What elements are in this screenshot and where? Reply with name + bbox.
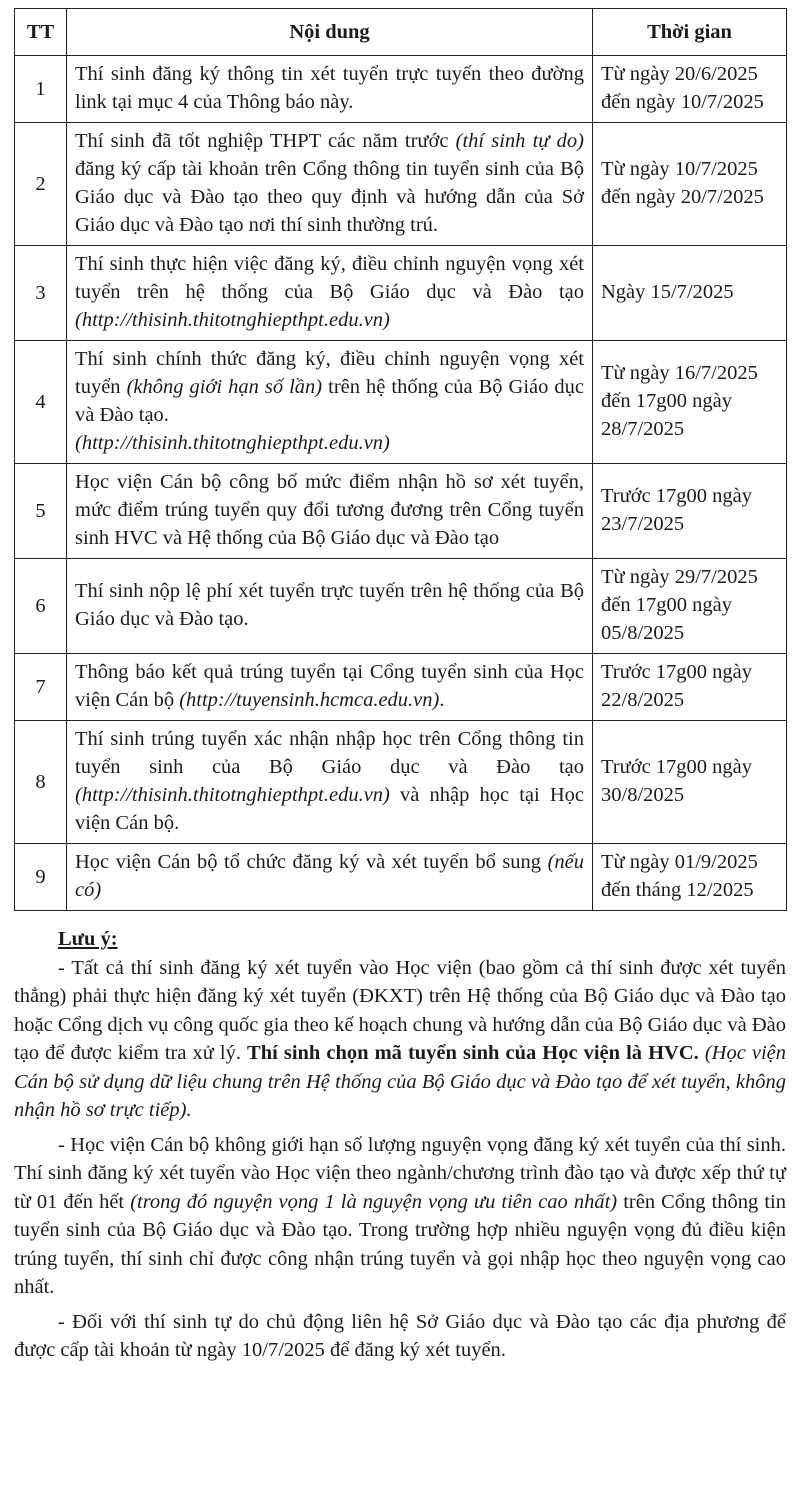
content-italic-segment: (http://thisinh.thitotnghiepthpt.edu.vn) bbox=[75, 784, 390, 806]
row-time bbox=[593, 123, 787, 246]
note-segment-normal: - Đối với thí sinh tự do chủ động liên hệ Sở Giáo dục và Đào tạo các địa phương để được cấp tài khoản từ ngày 10/7/2025 để đăng ký xét tuyển. bbox=[14, 1310, 786, 1361]
notes-paragraphs bbox=[14, 954, 786, 1365]
header-time: Thời gian bbox=[593, 9, 787, 56]
header-content: Nội dung bbox=[67, 9, 593, 56]
row-number: 4 bbox=[15, 341, 67, 464]
table-row bbox=[15, 123, 787, 246]
content-italic-segment: (nếu có) bbox=[75, 851, 584, 901]
time-line: Từ ngày 01/9/2025 bbox=[601, 851, 758, 873]
row-content bbox=[67, 559, 593, 654]
content-segment: Thí sinh thực hiện việc đăng ký, điều chỉnh nguyện vọng xét tuyển trên hệ thống của Bộ Giáo dục và Đào tạo bbox=[75, 253, 584, 303]
content-segment: Thông báo kết quả trúng tuyển tại Cổng tuyển sinh của Học viện Cán bộ bbox=[75, 661, 584, 711]
content-segment: Thí sinh đăng ký thông tin xét tuyển trực tuyến theo đường link tại mục 4 của Thông báo này. bbox=[75, 63, 584, 113]
row-content bbox=[67, 464, 593, 559]
content-segment: Thí sinh chính thức đăng ký, điều chỉnh nguyện vọng xét tuyển bbox=[75, 348, 584, 398]
row-content bbox=[67, 341, 593, 464]
table-row bbox=[15, 721, 787, 844]
time-line: Trước 17g00 ngày bbox=[601, 756, 753, 778]
note-paragraph bbox=[14, 1308, 786, 1365]
document-page bbox=[14, 8, 786, 1371]
time-line: Trước 17g00 ngày bbox=[601, 661, 753, 683]
time-line: đến 17g00 ngày bbox=[601, 390, 732, 412]
table-row bbox=[15, 559, 787, 654]
content-italic-segment: (thí sinh tự do) bbox=[455, 130, 584, 152]
content-segment: Thí sinh đã tốt nghiệp THPT các năm trước bbox=[75, 130, 456, 152]
row-number: 1 bbox=[15, 56, 67, 123]
time-line: Trước 17g00 ngày bbox=[601, 485, 753, 507]
row-time bbox=[593, 559, 787, 654]
row-content bbox=[67, 56, 593, 123]
time-line: đến ngày 10/7/2025 bbox=[601, 91, 764, 113]
admission-schedule-table bbox=[14, 8, 787, 911]
notes-section bbox=[14, 925, 786, 1365]
row-number: 5 bbox=[15, 464, 67, 559]
time-line: đến ngày 20/7/2025 bbox=[601, 186, 764, 208]
content-italic-segment: (http://thisinh.thitotnghiepthpt.edu.vn) bbox=[75, 309, 390, 331]
note-segment-italic: (trong đó nguyện vọng 1 là nguyện vọng ưu tiên cao nhất) bbox=[130, 1190, 618, 1213]
time-line: 22/8/2025 bbox=[601, 689, 685, 711]
row-number: 7 bbox=[15, 654, 67, 721]
row-time bbox=[593, 56, 787, 123]
row-number: 6 bbox=[15, 559, 67, 654]
content-segment: trên hệ thống của Bộ Giáo dục và Đào tạo. bbox=[75, 376, 584, 426]
content-italic-segment: (http://tuyensinh.hcmca.edu.vn) bbox=[179, 689, 440, 711]
note-segment-bold: Thí sinh chọn mã tuyển sinh của Học viện là HVC. bbox=[247, 1042, 699, 1064]
note-segment-normal: trên Cổng thông tin tuyển sinh của Bộ Giáo dục và Đào tạo. Trong trường hợp nhiều nguyện vọng đủ điều kiện trúng tuyển, thí sinh chỉ được công nhận trúng tuyển và gọi nhập học theo nguyện vọng cao nhất. bbox=[14, 1190, 786, 1298]
table-row bbox=[15, 246, 787, 341]
row-content bbox=[67, 844, 593, 911]
content-segment: và nhập học tại Học viện Cán bộ. bbox=[75, 784, 584, 834]
time-line: Từ ngày 29/7/2025 bbox=[601, 566, 758, 588]
table-row bbox=[15, 844, 787, 911]
time-line: Từ ngày 20/6/2025 bbox=[601, 63, 758, 85]
table-row bbox=[15, 464, 787, 559]
table-row bbox=[15, 56, 787, 123]
content-segment: Học viện Cán bộ công bố mức điểm nhận hồ sơ xét tuyển, mức điểm trúng tuyển quy đổi tương đương trên Cổng tuyển sinh HVC và Hệ thống của Bộ Giáo dục và Đào tạo bbox=[75, 471, 584, 549]
time-line: 23/7/2025 bbox=[601, 513, 685, 535]
note-segment-normal: - Tất cả thí sinh đăng ký xét tuyển vào Học viện (bao gồm cả thí sinh được xét tuyển thẳng) phải thực hiện đăng ký xét tuyển (ĐKXT) trên Hệ thống của Bộ Giáo dục và Đào tạo hoặc Cổng dịch vụ công quốc gia theo kế hoạch chung và hướng dẫn của Bộ Giáo dục và Đào tạo để được kiểm tra xử lý. bbox=[14, 956, 786, 1064]
note-paragraph bbox=[14, 954, 786, 1125]
time-line: 05/8/2025 bbox=[601, 622, 685, 644]
row-number: 8 bbox=[15, 721, 67, 844]
time-line: 30/8/2025 bbox=[601, 784, 685, 806]
table-row bbox=[15, 654, 787, 721]
row-content bbox=[67, 123, 593, 246]
table-row bbox=[15, 341, 787, 464]
row-number: 3 bbox=[15, 246, 67, 341]
row-time bbox=[593, 341, 787, 464]
row-number: 9 bbox=[15, 844, 67, 911]
row-time bbox=[593, 721, 787, 844]
row-content bbox=[67, 246, 593, 341]
notes-title: Lưu ý: bbox=[58, 928, 118, 950]
row-number: 2 bbox=[15, 123, 67, 246]
time-line: đến tháng 12/2025 bbox=[601, 879, 754, 901]
content-italic-segment: (http://thisinh.thitotnghiepthpt.edu.vn) bbox=[75, 432, 390, 454]
time-line: 28/7/2025 bbox=[601, 418, 685, 440]
note-segment-normal: - Học viện Cán bộ không giới hạn số lượng nguyện vọng đăng ký xét tuyển của thí sinh. Thí sinh đăng ký xét tuyển vào Học viện theo ngành/chương trình đào tạo và được xếp thứ tự từ 01 đến hết bbox=[14, 1133, 786, 1213]
content-segment: Thí sinh trúng tuyển xác nhận nhập học trên Cổng thông tin tuyển sinh của Bộ Giáo dục và Đào tạo bbox=[75, 728, 584, 778]
content-segment: Học viện Cán bộ tổ chức đăng ký và xét tuyển bổ sung bbox=[75, 851, 548, 873]
time-line: đến 17g00 ngày bbox=[601, 594, 732, 616]
header-tt: TT bbox=[15, 9, 67, 56]
content-italic-segment: (không giới hạn số lần) bbox=[126, 376, 323, 398]
note-paragraph bbox=[14, 1131, 786, 1302]
content-segment: đăng ký cấp tài khoản trên Cổng thông tin tuyển sinh của Bộ Giáo dục và Đào tạo theo quy định và hướng dẫn của Sở Giáo dục và Đào tạo nơi thí sinh thường trú. bbox=[75, 158, 584, 236]
row-time bbox=[593, 464, 787, 559]
table-body bbox=[15, 56, 787, 911]
row-time bbox=[593, 654, 787, 721]
row-content bbox=[67, 721, 593, 844]
row-content bbox=[67, 654, 593, 721]
note-segment-italic: (Học viện Cán bộ sử dụng dữ liệu chung trên Hệ thống của Bộ Giáo dục và Đào tạo để xét tuyển, không nhận hồ sơ trực tiếp). bbox=[14, 1042, 786, 1121]
row-time bbox=[593, 844, 787, 911]
table-header-row bbox=[15, 9, 787, 56]
time-line: Từ ngày 16/7/2025 bbox=[601, 362, 758, 384]
content-segment: . bbox=[439, 689, 445, 711]
time-line: Từ ngày 10/7/2025 bbox=[601, 158, 758, 180]
time-line: Ngày 15/7/2025 bbox=[601, 281, 734, 303]
row-time bbox=[593, 246, 787, 341]
content-segment: Thí sinh nộp lệ phí xét tuyển trực tuyến trên hệ thống của Bộ Giáo dục và Đào tạo. bbox=[75, 580, 584, 630]
